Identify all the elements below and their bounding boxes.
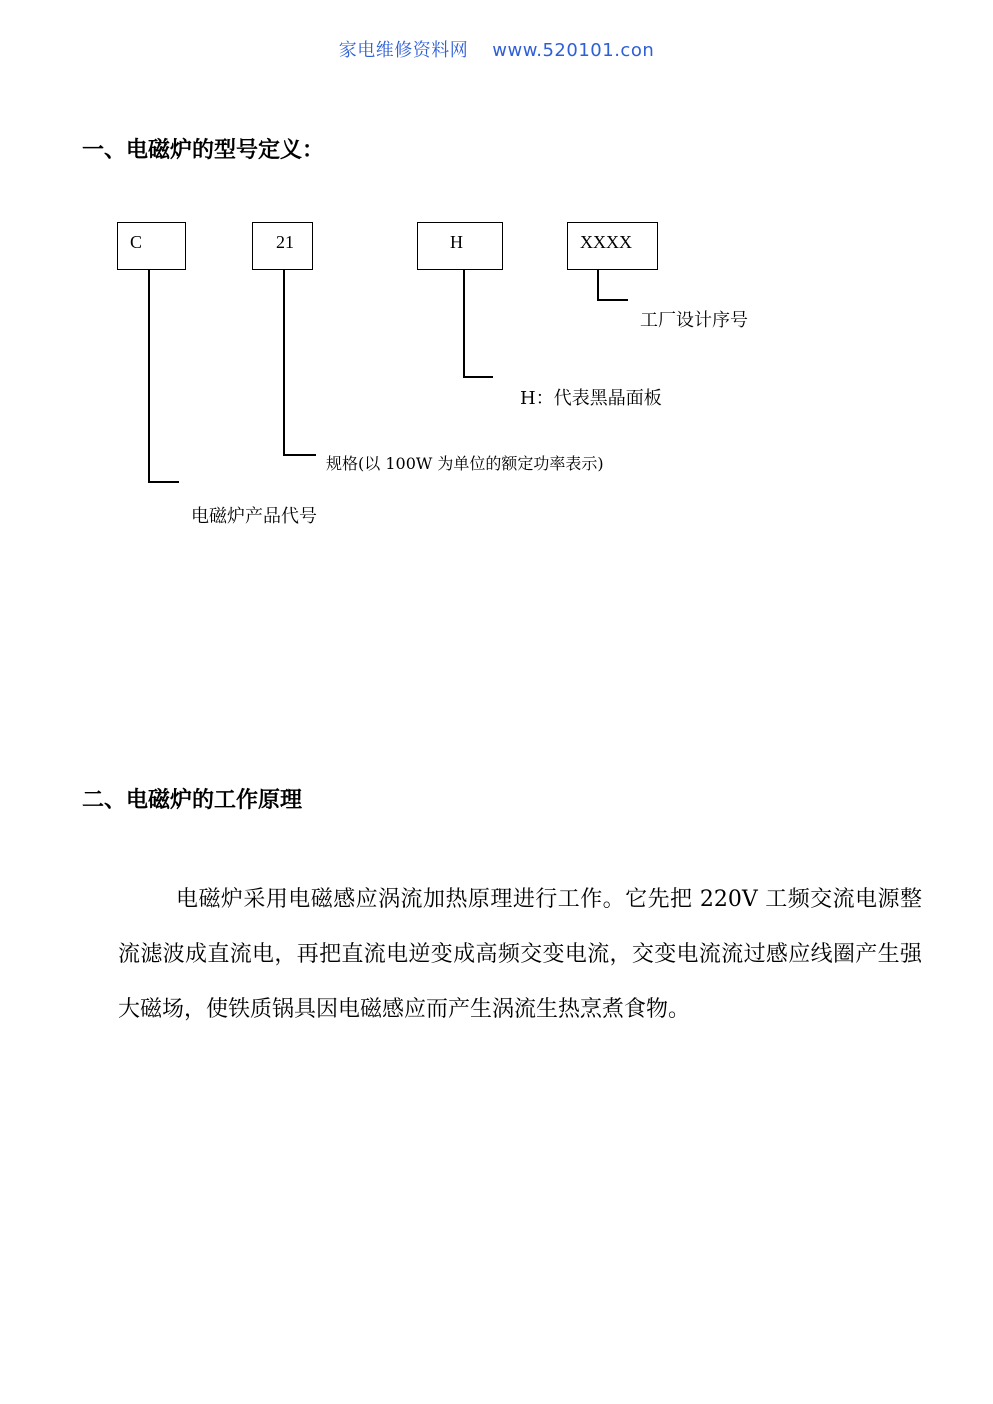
connector-c-vertical bbox=[148, 270, 150, 482]
connector-c-horizontal bbox=[148, 481, 179, 483]
label-factory-serial: 工厂设计序号 bbox=[640, 310, 748, 331]
connector-h-vertical bbox=[463, 270, 465, 377]
box-c: C bbox=[117, 222, 186, 270]
section2-title: 二、电磁炉的工作原理 bbox=[82, 788, 303, 813]
box-xxxx: XXXX bbox=[567, 222, 658, 270]
label-spec: 规格(以 100W 为单位的额定功率表示) bbox=[326, 454, 604, 473]
principle-paragraph: 电磁炉采用电磁感应涡流加热原理进行工作。它先把 220V 工频交流电源整流滤波成直流电，再把直流电逆变成高频交变电流，交变电流流过感应线圈产生强大磁场，使铁质锅具因电磁感应而产生涡流生热烹煮食物。 bbox=[118, 887, 922, 1022]
box-h: H bbox=[417, 222, 503, 270]
label-h-meaning: H：代表黑晶面板 bbox=[520, 388, 662, 409]
connector-xxxx-horizontal bbox=[597, 299, 628, 301]
label-product-code: 电磁炉产品代号 bbox=[191, 506, 317, 527]
site-name: 家电维修资料网 bbox=[338, 40, 469, 61]
connector-21-horizontal bbox=[283, 454, 316, 456]
box-21: 21 bbox=[252, 222, 313, 270]
connector-h-horizontal bbox=[463, 376, 493, 378]
connector-xxxx-vertical bbox=[597, 270, 599, 300]
site-url: www.520101.con bbox=[492, 40, 655, 61]
page-header bbox=[0, 36, 993, 62]
section1-title: 一、电磁炉的型号定义： bbox=[82, 138, 325, 163]
connector-21-vertical bbox=[283, 270, 285, 455]
